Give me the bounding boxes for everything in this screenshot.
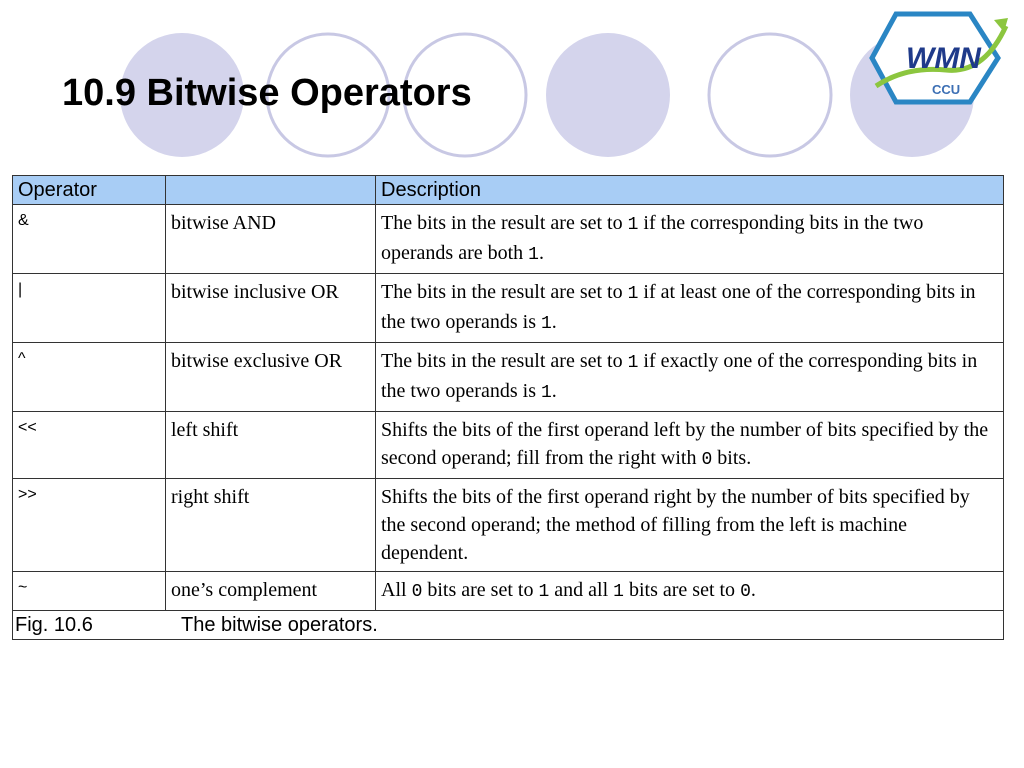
description-text: All: [381, 579, 412, 601]
header-operator: Operator: [13, 176, 166, 205]
description-text: .: [750, 579, 756, 601]
table-body: [13, 205, 1004, 611]
table-row: [13, 572, 1004, 611]
code-literal: 0: [740, 582, 751, 602]
description-cell: [376, 479, 1004, 572]
code-literal: 1: [528, 245, 539, 265]
description-text: if exactly one of the corresponding bits in the two operands is: [381, 350, 978, 402]
operator-name-cell: left shift: [166, 412, 376, 479]
caption-row: [13, 611, 1004, 640]
description-cell: [376, 343, 1004, 412]
table-header-row: [13, 176, 1004, 205]
table-row: [13, 412, 1004, 479]
decor-circle-filled: [546, 33, 670, 157]
decor-circle-outline: [709, 34, 831, 156]
description-text: .: [551, 311, 557, 333]
table-row: [13, 205, 1004, 274]
description-text: .: [538, 242, 544, 264]
description-text: bits.: [712, 447, 752, 469]
code-literal: 1: [538, 582, 550, 602]
figure-caption: [13, 611, 1004, 640]
operator-name-cell: right shift: [166, 479, 376, 572]
header-description: Description: [376, 176, 1004, 205]
code-literal: 1: [627, 284, 639, 304]
operator-name-cell: bitwise AND: [166, 205, 376, 274]
caption-text: The bitwise operators.: [181, 614, 378, 636]
operator-cell: <<: [13, 412, 166, 479]
header-name: [166, 176, 376, 205]
bitwise-operators-table: [12, 175, 1004, 640]
code-literal: 1: [627, 215, 639, 235]
operator-name-cell: bitwise exclusive OR: [166, 343, 376, 412]
description-text: The bits in the result are set to: [381, 350, 628, 372]
slide-title: 10.9 Bitwise Operators: [62, 72, 472, 114]
operator-name-cell: bitwise inclusive OR: [166, 274, 376, 343]
wmn-logo: [866, 8, 1012, 108]
code-literal: 1: [540, 314, 552, 334]
operator-name-cell: one’s complement: [166, 572, 376, 611]
description-cell: [376, 412, 1004, 479]
code-literal: 0: [411, 582, 423, 602]
description-text: The bits in the result are set to: [381, 212, 628, 234]
table-row: [13, 479, 1004, 572]
operator-cell: >>: [13, 479, 166, 572]
code-literal: 1: [540, 383, 552, 403]
description-cell: [376, 572, 1004, 611]
description-text: and all: [549, 579, 614, 601]
description-cell: [376, 274, 1004, 343]
code-literal: 1: [613, 582, 624, 602]
table-row: [13, 343, 1004, 412]
description-text: Shifts the bits of the first operand left by the number of bits specified by the second operand; fill from the right with: [381, 419, 989, 469]
description-text: bits are set to: [422, 579, 539, 601]
description-text: The bits in the result are set to: [381, 281, 628, 303]
table-row: [13, 274, 1004, 343]
description-cell: [376, 205, 1004, 274]
description-text: .: [551, 380, 557, 402]
logo-subtext: CCU: [932, 82, 961, 97]
caption-figure-number: Fig. 10.6: [15, 614, 93, 636]
description-text: Shifts the bits of the first operand right by the number of bits specified by the second operand; the method of filling from the left is machine dependent.: [381, 486, 970, 564]
description-text: bits are set to: [623, 579, 741, 601]
logo-text: WMN: [906, 42, 981, 75]
operator-cell: |: [13, 274, 166, 343]
code-literal: 0: [701, 450, 713, 470]
description-text: if at least one of the corresponding bits in the two operands is: [381, 281, 976, 333]
operator-cell: &: [13, 205, 166, 274]
code-literal: 1: [627, 353, 639, 373]
description-text: if the corresponding bits in the two operands are both: [381, 212, 924, 264]
operator-cell: ~: [13, 572, 166, 611]
operator-cell: ^: [13, 343, 166, 412]
